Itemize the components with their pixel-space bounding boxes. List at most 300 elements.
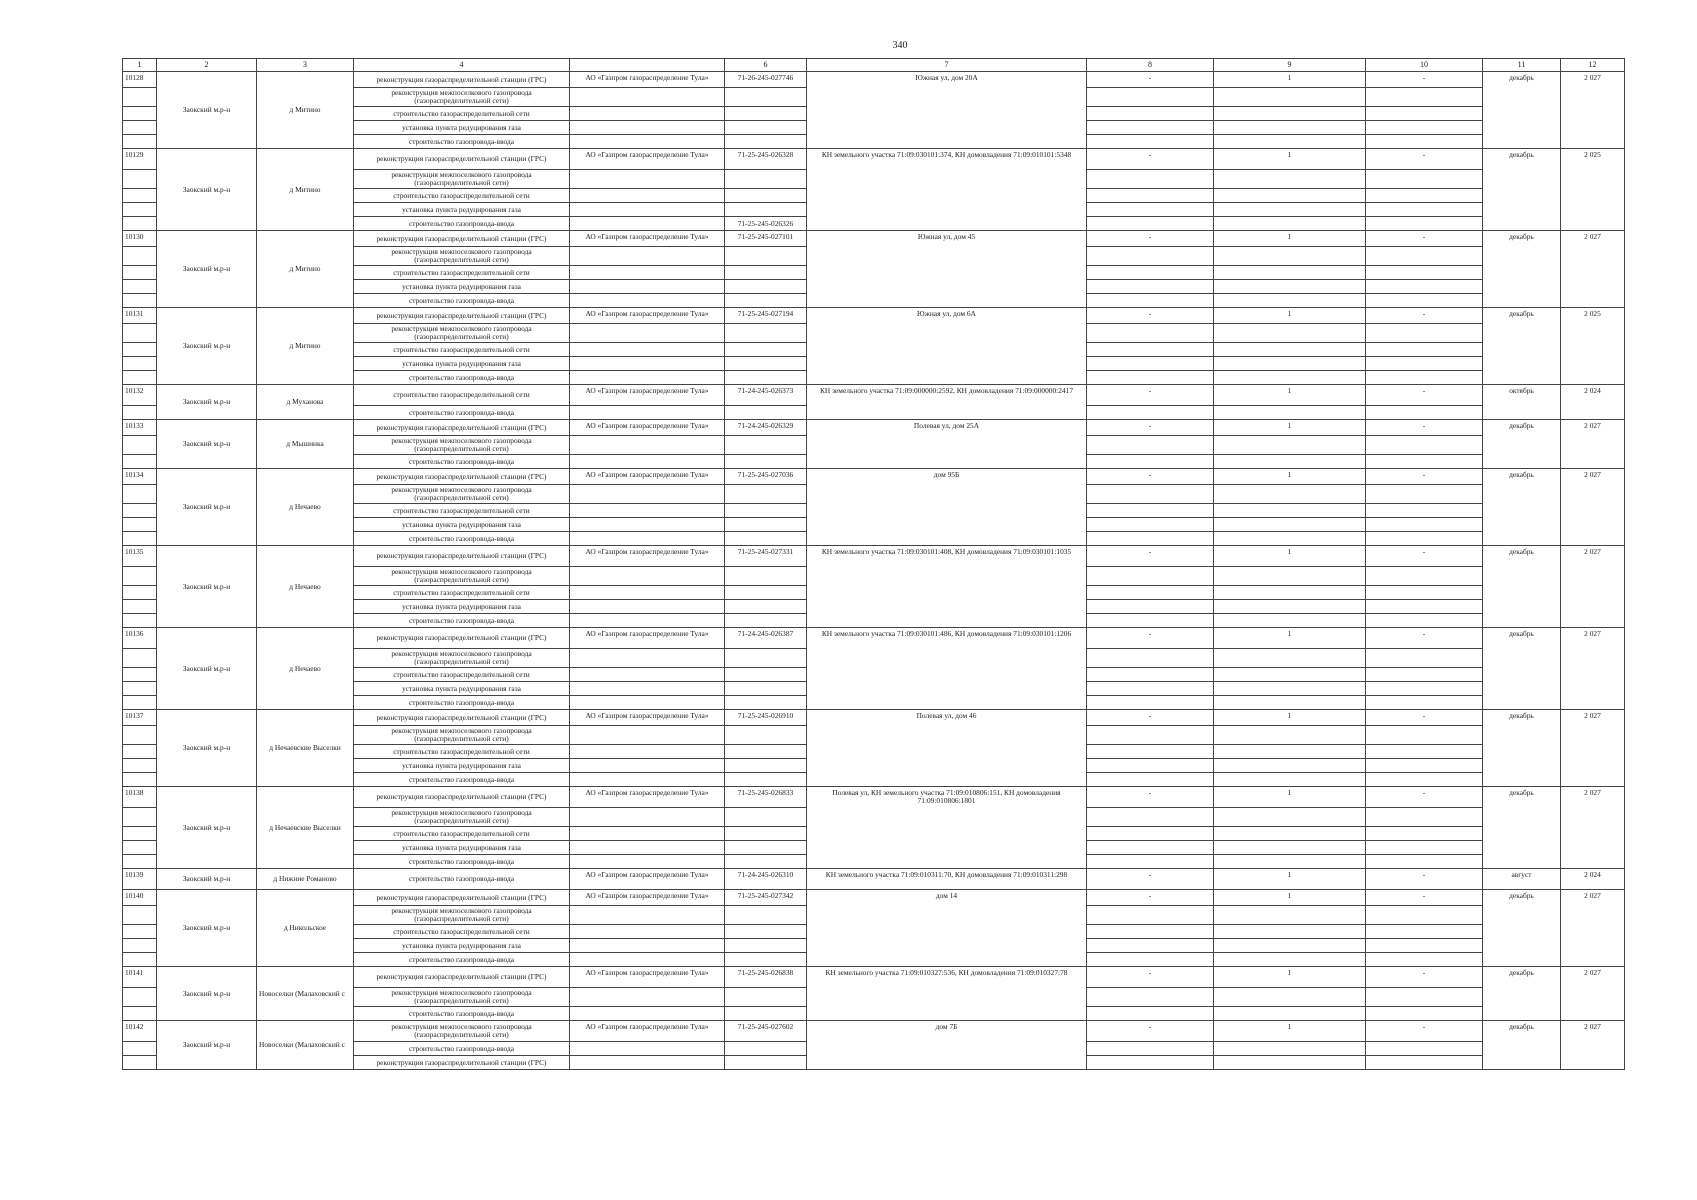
record-code: 71-24-245-026310 [725, 869, 807, 890]
col8-blank [1087, 280, 1214, 294]
record-id: 10132 [123, 385, 157, 406]
col9-blank [1214, 406, 1366, 420]
month: декабрь [1483, 546, 1561, 628]
organization-blank [570, 203, 725, 217]
organization-blank [570, 294, 725, 308]
organization: АО «Газпром газораспределение Тула» [570, 308, 725, 324]
work-type: установка пункта редуцирования газа [354, 759, 570, 773]
record-code-blank [725, 280, 807, 294]
record-code-blank [725, 170, 807, 189]
col10-blank [1366, 294, 1483, 308]
record-row [123, 546, 1625, 567]
work-type: установка пункта редуцирования газа [354, 121, 570, 135]
col9-blank [1214, 855, 1366, 869]
record-code-blank [725, 121, 807, 135]
year: 2 027 [1561, 787, 1625, 869]
record-code-blank [725, 203, 807, 217]
col8-blank [1087, 406, 1214, 420]
year: 2 027 [1561, 890, 1625, 967]
organization: АО «Газпром газораспределение Тула» [570, 710, 725, 726]
record-id: 10135 [123, 546, 157, 567]
address: КН земельного участка 71:09:030101:374, КН домовладения 71:09:010101:5348 [807, 149, 1087, 231]
organization-blank [570, 614, 725, 628]
col9-blank [1214, 668, 1366, 682]
record-code: 71-25-245-026328 [725, 149, 807, 170]
district: Заокский м.р-н [157, 149, 257, 231]
work-type: реконструкция межпоселкового газопровода (газораспределительной сети) [354, 247, 570, 266]
col-header [570, 59, 725, 72]
organization-blank [570, 668, 725, 682]
col10-blank [1366, 371, 1483, 385]
col8-blank [1087, 88, 1214, 107]
work-type: реконструкция межпоселкового газопровода (газораспределительной сети) [354, 324, 570, 343]
organization: АО «Газпром газораспределение Тула» [570, 149, 725, 170]
col9-blank [1214, 808, 1366, 827]
col8-blank [1087, 745, 1214, 759]
district: Заокский м.р-н [157, 385, 257, 420]
record-row [123, 420, 1625, 436]
work-type: реконструкция межпоселкового газопровода (газораспределительной сети) [354, 726, 570, 745]
col8-value: - [1087, 787, 1214, 808]
work-type: строительство газораспределительной сети [354, 189, 570, 203]
work-type: реконструкция газораспределительной станции (ГРС) [354, 787, 570, 808]
district: Заокский м.р-н [157, 231, 257, 308]
col10-blank [1366, 827, 1483, 841]
col9-value: 1 [1214, 469, 1366, 485]
organization-blank [570, 827, 725, 841]
record-id-blank [123, 357, 157, 371]
work-type: реконструкция межпоселкового газопровода (газораспределительной сети) [354, 906, 570, 925]
col10-blank [1366, 247, 1483, 266]
col10-blank [1366, 939, 1483, 953]
record-code: 71-25-245-027101 [725, 231, 807, 247]
organization-blank [570, 808, 725, 827]
col10-blank [1366, 696, 1483, 710]
col-header: 7 [807, 59, 1087, 72]
organization-blank [570, 532, 725, 546]
organization-blank [570, 485, 725, 504]
record-id-blank [123, 266, 157, 280]
col9-blank [1214, 841, 1366, 855]
record-code-blank [725, 1056, 807, 1070]
organization-blank [570, 726, 725, 745]
work-type: реконструкция газораспределительной станции (ГРС) [354, 231, 570, 247]
record-id-blank [123, 406, 157, 420]
col9-blank [1214, 988, 1366, 1007]
col9-blank [1214, 600, 1366, 614]
district: Заокский м.р-н [157, 1021, 257, 1070]
work-type: строительство газопровода-ввода [354, 217, 570, 231]
month: декабрь [1483, 967, 1561, 1021]
district: Заокский м.р-н [157, 420, 257, 469]
organization-blank [570, 773, 725, 787]
col-header: 8 [1087, 59, 1214, 72]
record-row [123, 628, 1625, 649]
record-code-blank [725, 614, 807, 628]
district: Заокский м.р-н [157, 308, 257, 385]
record-code-blank [725, 682, 807, 696]
record-code: 71-25-245-026910 [725, 710, 807, 726]
record-id: 10130 [123, 231, 157, 247]
record-code-blank [725, 485, 807, 504]
col9-blank [1214, 518, 1366, 532]
col8-blank [1087, 696, 1214, 710]
col8-value: - [1087, 890, 1214, 906]
settlement: д Нечаево [257, 628, 354, 710]
record-id-blank [123, 1056, 157, 1070]
col9-value: 1 [1214, 869, 1366, 890]
record-row [123, 869, 1625, 890]
col8-blank [1087, 925, 1214, 939]
col9-blank [1214, 504, 1366, 518]
address: КН земельного участка 71:09:010327:536, КН домовладения 71:09:010327:78 [807, 967, 1087, 1021]
address: КН земельного участка 71:09:030101:486, КН домовладения 71:09:030101:1206 [807, 628, 1087, 710]
month: декабрь [1483, 231, 1561, 308]
work-type: реконструкция газораспределительной станции (ГРС) [354, 420, 570, 436]
organization: АО «Газпром газораспределение Тула» [570, 546, 725, 567]
col8-blank [1087, 455, 1214, 469]
col8-blank [1087, 189, 1214, 203]
work-type: реконструкция газораспределительной станции (ГРС) [354, 890, 570, 906]
col9-value: 1 [1214, 149, 1366, 170]
settlement: Новоселки (Малаховский с [257, 1021, 354, 1070]
record-row [123, 231, 1625, 247]
organization-blank [570, 1007, 725, 1021]
col10-blank [1366, 808, 1483, 827]
col-header: 6 [725, 59, 807, 72]
col9-blank [1214, 745, 1366, 759]
year: 2 027 [1561, 710, 1625, 787]
col8-blank [1087, 203, 1214, 217]
col8-blank [1087, 953, 1214, 967]
record-code-blank [725, 189, 807, 203]
work-type: реконструкция газораспределительной станции (ГРС) [354, 546, 570, 567]
col8-blank [1087, 135, 1214, 149]
work-type: установка пункта редуцирования газа [354, 357, 570, 371]
record-code-blank [725, 294, 807, 308]
record-code-blank [725, 357, 807, 371]
col8-blank [1087, 266, 1214, 280]
col9-blank [1214, 485, 1366, 504]
col10-value: - [1366, 385, 1483, 406]
work-type: строительство газораспределительной сети [354, 925, 570, 939]
work-type: строительство газораспределительной сети [354, 385, 570, 406]
col10-blank [1366, 614, 1483, 628]
col8-blank [1087, 988, 1214, 1007]
work-type: реконструкция газораспределительной станции (ГРС) [354, 710, 570, 726]
record-id-blank [123, 135, 157, 149]
record-id: 10128 [123, 72, 157, 88]
district: Заокский м.р-н [157, 72, 257, 149]
col9-blank [1214, 1007, 1366, 1021]
col9-blank [1214, 925, 1366, 939]
col9-blank [1214, 682, 1366, 696]
col8-value: - [1087, 231, 1214, 247]
organization-blank [570, 925, 725, 939]
col9-blank [1214, 696, 1366, 710]
col8-blank [1087, 532, 1214, 546]
col9-blank [1214, 170, 1366, 189]
work-type: реконструкция газораспределительной станции (ГРС) [354, 308, 570, 324]
record-id: 10134 [123, 469, 157, 485]
record-row [123, 149, 1625, 170]
col10-blank [1366, 953, 1483, 967]
organization: АО «Газпром газораспределение Тула» [570, 1021, 725, 1042]
work-type: реконструкция газораспределительной станции (ГРС) [354, 72, 570, 88]
col-header: 3 [257, 59, 354, 72]
col10-blank [1366, 773, 1483, 787]
col9-blank [1214, 217, 1366, 231]
organization-blank [570, 855, 725, 869]
record-code-blank [725, 343, 807, 357]
record-id-blank [123, 745, 157, 759]
col9-blank [1214, 324, 1366, 343]
col10-blank [1366, 567, 1483, 586]
col9-blank [1214, 121, 1366, 135]
record-code-blank [725, 759, 807, 773]
organization: АО «Газпром газораспределение Тула» [570, 385, 725, 406]
work-type: реконструкция межпоселкового газопровода (газораспределительной сети) [354, 649, 570, 668]
record-code: 71-25-245-026833 [725, 787, 807, 808]
col9-value: 1 [1214, 308, 1366, 324]
col9-blank [1214, 436, 1366, 455]
work-type: строительство газораспределительной сети [354, 668, 570, 682]
work-type: строительство газопровода-ввода [354, 773, 570, 787]
record-row [123, 967, 1625, 988]
col9-value: 1 [1214, 231, 1366, 247]
col8-blank [1087, 841, 1214, 855]
address: КН земельного участка 71:09:030101:408, КН домовладения 71:09:030101:1035 [807, 546, 1087, 628]
record-code-blank [725, 88, 807, 107]
record-code-blank [725, 649, 807, 668]
work-type: реконструкция межпоселкового газопровода (газораспределительной сети) [354, 808, 570, 827]
organization-blank [570, 518, 725, 532]
work-type: строительство газопровода-ввода [354, 855, 570, 869]
record-id: 10139 [123, 869, 157, 890]
col9-blank [1214, 1042, 1366, 1056]
work-type: реконструкция межпоселкового газопровода (газораспределительной сети) [354, 485, 570, 504]
work-type: реконструкция газораспределительной станции (ГРС) [354, 628, 570, 649]
col9-blank [1214, 953, 1366, 967]
record-id-blank [123, 668, 157, 682]
record-code-blank [725, 988, 807, 1007]
address: дом 14 [807, 890, 1087, 967]
record-id-blank [123, 855, 157, 869]
col10-blank [1366, 855, 1483, 869]
work-type: строительство газопровода-ввода [354, 455, 570, 469]
col9-value: 1 [1214, 72, 1366, 88]
col8-blank [1087, 294, 1214, 308]
district: Заокский м.р-н [157, 869, 257, 890]
col9-blank [1214, 455, 1366, 469]
col8-value: - [1087, 628, 1214, 649]
record-code-blank [725, 827, 807, 841]
record-code-blank [725, 600, 807, 614]
record-id-blank [123, 504, 157, 518]
col9-blank [1214, 266, 1366, 280]
organization-blank [570, 217, 725, 231]
address: дом 95Б [807, 469, 1087, 546]
col8-value: - [1087, 308, 1214, 324]
col-header: 9 [1214, 59, 1366, 72]
record-code-blank [725, 841, 807, 855]
col9-blank [1214, 759, 1366, 773]
address: Полевая ул, КН земельного участка 71:09:010806:151, КН домовладения 71:09:010806:1801 [807, 787, 1087, 869]
organization-blank [570, 682, 725, 696]
organization: АО «Газпром газораспределение Тула» [570, 967, 725, 988]
month: декабрь [1483, 628, 1561, 710]
col10-blank [1366, 343, 1483, 357]
organization-blank [570, 121, 725, 135]
organization-blank [570, 567, 725, 586]
record-code: 71-26-245-027746 [725, 72, 807, 88]
col10-blank [1366, 745, 1483, 759]
col10-blank [1366, 189, 1483, 203]
settlement: д Митино [257, 231, 354, 308]
year: 2 027 [1561, 1021, 1625, 1070]
col9-value: 1 [1214, 420, 1366, 436]
year: 2 025 [1561, 149, 1625, 231]
col8-blank [1087, 485, 1214, 504]
col8-blank [1087, 247, 1214, 266]
year: 2 024 [1561, 385, 1625, 420]
record-row [123, 890, 1625, 906]
col-header: 10 [1366, 59, 1483, 72]
work-type: реконструкция газораспределительной станции (ГРС) [354, 1056, 570, 1070]
work-type: строительство газораспределительной сети [354, 343, 570, 357]
organization-blank [570, 759, 725, 773]
col10-blank [1366, 518, 1483, 532]
record-id-blank [123, 649, 157, 668]
col9-blank [1214, 357, 1366, 371]
page-number: 340 [892, 40, 908, 51]
col8-value: - [1087, 469, 1214, 485]
organization-blank [570, 504, 725, 518]
col8-value: - [1087, 967, 1214, 988]
record-id: 10129 [123, 149, 157, 170]
col9-blank [1214, 567, 1366, 586]
record-code: 71-25-245-027036 [725, 469, 807, 485]
work-type: строительство газопровода-ввода [354, 406, 570, 420]
work-type: строительство газопровода-ввода [354, 371, 570, 385]
work-type: строительство газопровода-ввода [354, 953, 570, 967]
work-type: строительство газопровода-ввода [354, 294, 570, 308]
work-type: строительство газопровода-ввода [354, 696, 570, 710]
col9-blank [1214, 906, 1366, 925]
record-id-blank [123, 586, 157, 600]
col9-blank [1214, 586, 1366, 600]
month: декабрь [1483, 149, 1561, 231]
record-code-blank [725, 532, 807, 546]
col10-value: - [1366, 710, 1483, 726]
col-header: 1 [123, 59, 157, 72]
record-code-blank [725, 586, 807, 600]
work-type: реконструкция газораспределительной станции (ГРС) [354, 149, 570, 170]
record-code: 71-25-245-027602 [725, 1021, 807, 1042]
organization-blank [570, 953, 725, 967]
district: Заокский м.р-н [157, 469, 257, 546]
record-id: 10137 [123, 710, 157, 726]
col10-blank [1366, 925, 1483, 939]
record-id: 10136 [123, 628, 157, 649]
col8-blank [1087, 614, 1214, 628]
col9-value: 1 [1214, 1021, 1366, 1042]
col10-value: - [1366, 231, 1483, 247]
organization-blank [570, 939, 725, 953]
col9-blank [1214, 649, 1366, 668]
col10-value: - [1366, 787, 1483, 808]
col8-blank [1087, 436, 1214, 455]
organization-blank [570, 189, 725, 203]
col8-blank [1087, 217, 1214, 231]
col10-value: - [1366, 967, 1483, 988]
record-code-blank [725, 567, 807, 586]
address: Южная ул, дом 6А [807, 308, 1087, 385]
col8-blank [1087, 1056, 1214, 1070]
record-code-blank [725, 939, 807, 953]
organization-blank [570, 455, 725, 469]
col8-blank [1087, 324, 1214, 343]
month: декабрь [1483, 308, 1561, 385]
record-id-blank [123, 217, 157, 231]
col8-blank [1087, 518, 1214, 532]
record-row [123, 72, 1625, 88]
organization-blank [570, 1042, 725, 1056]
record-id-blank [123, 343, 157, 357]
record-code-blank [725, 696, 807, 710]
organization: АО «Газпром газораспределение Тула» [570, 890, 725, 906]
record-code-blank [725, 107, 807, 121]
col8-value: - [1087, 869, 1214, 890]
col9-blank [1214, 614, 1366, 628]
col9-blank [1214, 203, 1366, 217]
month: август [1483, 869, 1561, 890]
col8-value: - [1087, 546, 1214, 567]
record-id-blank [123, 939, 157, 953]
organization-blank [570, 988, 725, 1007]
col8-value: - [1087, 710, 1214, 726]
record-code-blank [725, 266, 807, 280]
col8-blank [1087, 773, 1214, 787]
col10-value: - [1366, 72, 1483, 88]
col9-value: 1 [1214, 710, 1366, 726]
district: Заокский м.р-н [157, 710, 257, 787]
col8-blank [1087, 649, 1214, 668]
month: декабрь [1483, 1021, 1561, 1070]
record-id-blank [123, 759, 157, 773]
record-id-blank [123, 170, 157, 189]
record-row [123, 710, 1625, 726]
work-type: строительство газопровода-ввода [354, 1042, 570, 1056]
year: 2 027 [1561, 967, 1625, 1021]
record-code-blank [725, 371, 807, 385]
address: Полевая ул, дом 25А [807, 420, 1087, 469]
record-row [123, 308, 1625, 324]
col9-blank [1214, 939, 1366, 953]
year: 2 027 [1561, 420, 1625, 469]
settlement: д Митино [257, 149, 354, 231]
record-id-blank [123, 485, 157, 504]
organization: АО «Газпром газораспределение Тула» [570, 72, 725, 88]
col8-blank [1087, 107, 1214, 121]
record-id: 10138 [123, 787, 157, 808]
record-id-blank [123, 1042, 157, 1056]
col10-blank [1366, 88, 1483, 107]
work-type: строительство газораспределительной сети [354, 827, 570, 841]
col10-blank [1366, 107, 1483, 121]
organization-blank [570, 107, 725, 121]
work-type: реконструкция газораспределительной станции (ГРС) [354, 967, 570, 988]
